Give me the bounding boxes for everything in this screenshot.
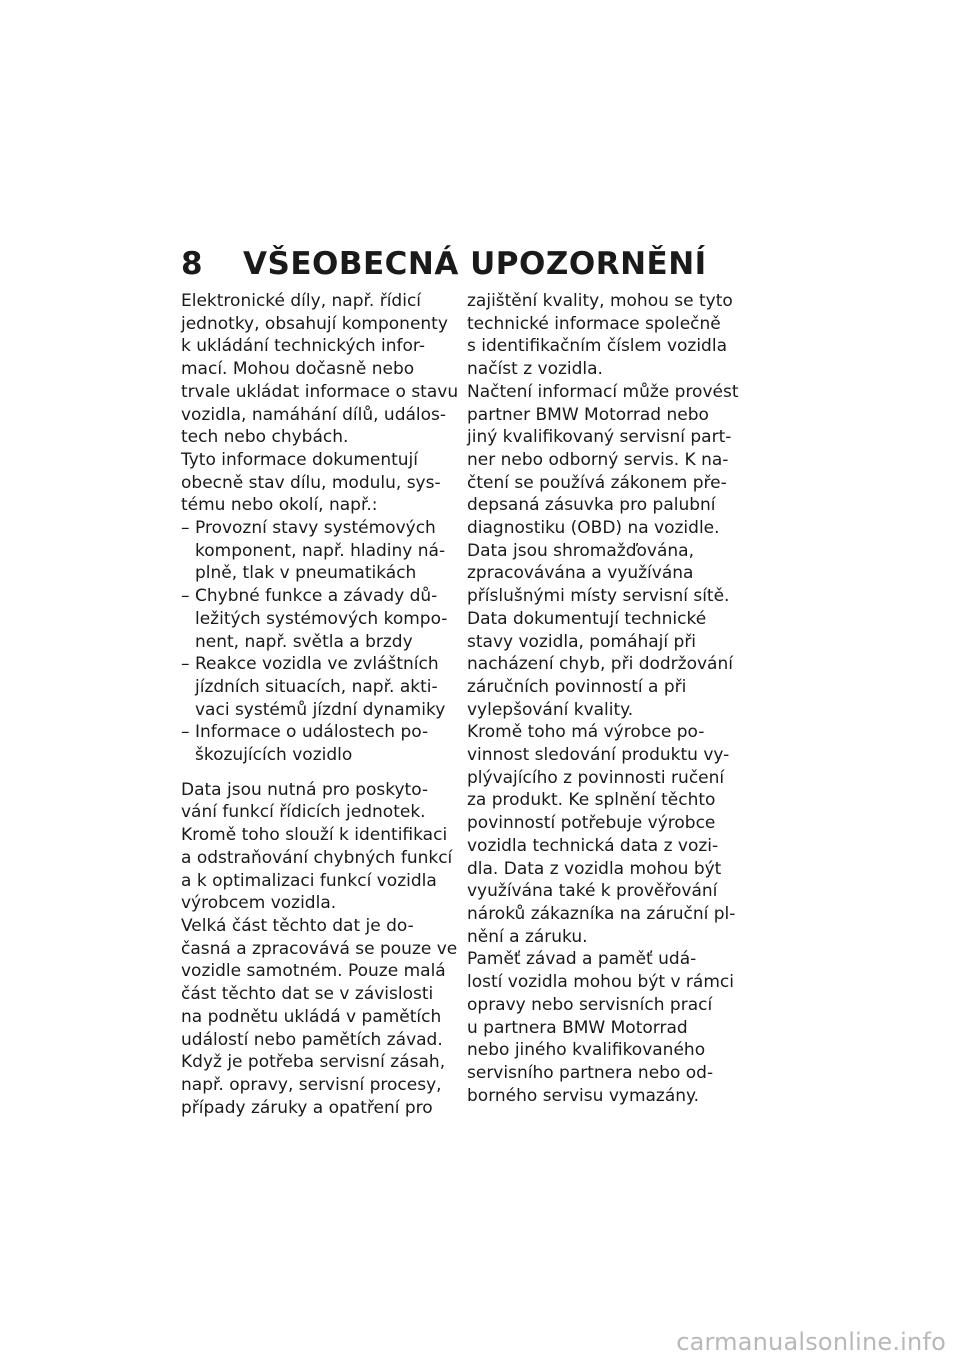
text-line: Kromě toho slouží k identifikaci <box>181 825 448 846</box>
text-line: jednotky, obsahují komponenty <box>181 313 448 334</box>
dash-marker: – <box>181 654 190 675</box>
text-line: vozidle samotném. Pouze malá <box>181 961 446 982</box>
list-item-line: Provozní stavy systémových <box>195 518 436 539</box>
list-item-line: Informace o událostech po- <box>195 722 429 743</box>
text-line: zajištění kvality, mohou se tyto <box>467 291 733 311</box>
text-line: Velká část těchto dat je do- <box>181 915 414 936</box>
text-line: záručních povinností a při <box>467 676 687 697</box>
text-line: výrobcem vozidla. <box>181 893 337 914</box>
text-line: depsaná zásuvka pro palubní <box>467 495 716 516</box>
text-line: Data dokumentují technické <box>467 608 707 629</box>
text-line: tému nebo okolí, např.: <box>181 495 378 516</box>
text-line: lostí vozidla mohou být v rámci <box>467 972 734 993</box>
text-line: zpracovávána a využívána <box>467 563 694 584</box>
text-line: technické informace společně <box>467 313 721 334</box>
text-line: obecně stav dílu, modulu, sys- <box>181 472 441 493</box>
bullet-list <box>181 517 453 767</box>
text-line: a k optimalizaci funkcí vozidla <box>181 870 437 891</box>
text-line: nění a záruku. <box>467 926 588 947</box>
text-line: dla. Data z vozidla mohou být <box>467 858 722 879</box>
dash-marker: – <box>181 586 190 607</box>
right-column <box>467 290 739 1107</box>
text-line: u partnera BMW Motorrad <box>467 1017 688 1038</box>
text-line: nároků zákazníka na záruční pl- <box>467 903 736 924</box>
text-line: část těchto dat se v závislosti <box>181 984 434 1005</box>
list-item-line: Chybné funkce a závady dů- <box>195 586 438 607</box>
chapter-number: 8 <box>181 246 204 282</box>
list-item-line: Reakce vozidla ve zvláštních <box>195 654 439 675</box>
text-line: např. opravy, servisní procesy, <box>181 1074 442 1095</box>
text-line: partner BMW Motorrad nebo <box>467 404 709 425</box>
text-line: za produkt. Ke splnění těchto <box>467 790 716 811</box>
text-line: a odstraňování chybných funkcí <box>181 847 453 868</box>
text-line: servisního partnera nebo od- <box>467 1062 714 1083</box>
list-item-line: škozujících vozidlo <box>195 745 353 766</box>
list-item-line: plně, tlak v pneumatikách <box>195 563 417 584</box>
text-line: nacházení chyb, při dodržování <box>467 654 733 675</box>
left-column <box>181 290 459 1119</box>
text-line: ner nebo odborný servis. K na- <box>467 449 729 470</box>
text-line: borného servisu vymazány. <box>467 1085 700 1106</box>
text-line: opravy nebo servisních prací <box>467 994 713 1015</box>
text-line: stavy vozidla, pomáhají při <box>467 631 697 652</box>
text-line: Elektronické díly, např. řídicí <box>181 291 422 311</box>
list-item <box>181 585 453 653</box>
text-line: Když je potřeba servisní zásah, <box>181 1052 446 1073</box>
text-line: povinností potřebuje výrobce <box>467 813 716 834</box>
text-line: vozidla, namáhání dílů, událos- <box>181 404 447 425</box>
text-line: využívána také k prověřování <box>467 881 718 902</box>
list-item-line: nent, např. světla a brzdy <box>195 631 413 652</box>
text-line: diagnostiku (OBD) na vozidle. <box>467 518 720 539</box>
text-line: časná a zpracovává se pouze ve <box>181 938 458 959</box>
watermark-link[interactable]: carmanualsonline.info <box>676 1328 946 1356</box>
list-item-line: vaci systémů jízdní dynamiky <box>195 699 446 720</box>
list-item <box>181 721 453 766</box>
text-line: Tyto informace dokumentují <box>181 449 418 470</box>
text-line: tech nebo chybách. <box>181 427 349 448</box>
text-line: událostí nebo pamětích závad. <box>181 1029 443 1050</box>
text-line: mací. Mohou dočasně nebo <box>181 359 415 380</box>
text-line: načíst z vozidla. <box>467 359 603 380</box>
text-line: na podnětu ukládá v pamětích <box>181 1006 442 1027</box>
text-line: Kromě toho má výrobce po- <box>467 722 705 743</box>
text-line: čtení se používá zákonem pře- <box>467 472 727 493</box>
text-line: jiný kvalifikovaný servisní part- <box>467 427 732 448</box>
text-line: případy záruky a opatření pro <box>181 1097 433 1118</box>
text-line: Data jsou nutná pro poskyto- <box>181 779 429 800</box>
dash-marker: – <box>181 518 190 539</box>
text-line: Data jsou shromažďována, <box>467 540 694 561</box>
text-line: s identifikačním číslem vozidla <box>467 336 727 357</box>
text-line: Načtení informací může provést <box>467 381 739 402</box>
list-item-line: jízdních situacích, např. akti- <box>195 676 438 697</box>
body-paragraph <box>181 779 458 1120</box>
list-item-line: komponent, např. hladiny ná- <box>195 540 446 561</box>
text-line: vylepšování kvality. <box>467 699 634 720</box>
text-line: Paměť závad a paměť udá- <box>467 949 697 970</box>
chapter-title: VŠEOBECNÁ UPOZORNĚNÍ <box>243 246 707 282</box>
text-line: k ukládání technických infor- <box>181 336 425 357</box>
text-line: plývajícího z povinnosti ručení <box>467 767 725 788</box>
list-item <box>181 653 453 721</box>
text-line: nebo jiného kvalifikovaného <box>467 1040 706 1061</box>
list-item <box>181 517 453 585</box>
text-line: trvale ukládat informace o stavu <box>181 381 459 402</box>
list-item-line: ležitých systémových kompo- <box>195 608 448 629</box>
text-line: příslušnými místy servisní sítě. <box>467 586 730 607</box>
intro-paragraph <box>181 290 459 517</box>
text-line: vání funkcí řídicích jednotek. <box>181 802 426 823</box>
dash-marker: – <box>181 722 190 743</box>
chapter-heading <box>181 244 741 284</box>
text-line: vinnost sledování produktu vy- <box>467 745 730 766</box>
text-line: vozidla technická data z vozi- <box>467 835 719 856</box>
